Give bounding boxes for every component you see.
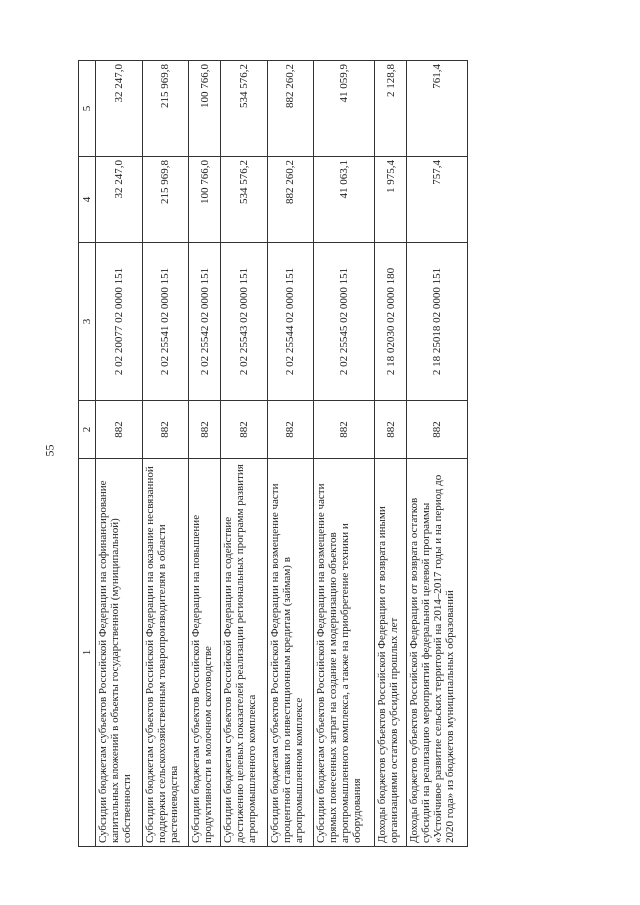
row-code-cell: 2 18 02030 02 0000 180 xyxy=(374,243,406,401)
row-code-cell: 2 02 25543 02 0000 151 xyxy=(221,243,268,401)
row-name-cell: Доходы бюджетов субъектов Российской Федерации от возврата остатков субсидий на реализацию мероприятий федеральной целевой программы «Устойчивое развитие сельских территорий на 2014–2017 годы и на период до 2020 года» из бюджетов муниципальных образований xyxy=(407,459,468,847)
row-admin-cell: 882 xyxy=(96,401,143,459)
row-code-cell: 2 02 25545 02 0000 151 xyxy=(314,243,375,401)
row-code-cell: 2 18 25018 02 0000 151 xyxy=(407,243,468,401)
row-code-cell: 2 02 25541 02 0000 151 xyxy=(142,243,189,401)
table-row xyxy=(407,61,468,847)
header-cell-5: 5 xyxy=(79,61,96,157)
row-name-cell: Субсидии бюджетам субъектов Российской Федерации на оказание несвязанной поддержки сельскохозяйственным товаропроизводителям в области растениеводства xyxy=(142,459,189,847)
row-value-5-cell: 534 576,2 xyxy=(221,61,268,157)
row-value-5-cell: 2 128,8 xyxy=(374,61,406,157)
row-name-cell: Субсидии бюджетам субъектов Российской Федерации на содействие достижению целевых показателей реализации региональных программ развития агропромышленного комплекса xyxy=(221,459,268,847)
table-row xyxy=(142,61,189,847)
row-value-4-cell: 32 247,0 xyxy=(96,157,143,243)
row-name-cell: Субсидии бюджетам субъектов Российской Федерации на софинансирование капитальных вложений в объекты государственной (муниципальной) собственности xyxy=(96,459,143,847)
header-cell-4: 4 xyxy=(79,157,96,243)
table-row xyxy=(221,61,268,847)
row-value-4-cell: 1 975,4 xyxy=(374,157,406,243)
table-row xyxy=(189,61,221,847)
table-row xyxy=(96,61,143,847)
row-admin-cell: 882 xyxy=(142,401,189,459)
row-value-5-cell: 100 766,0 xyxy=(189,61,221,157)
row-value-4-cell: 757,4 xyxy=(407,157,468,243)
row-name-cell: Субсидии бюджетам субъектов Российской Федерации на возмещение части процентной ставки по инвестиционным кредитам (займам) в агропромышленном комплексе xyxy=(267,459,314,847)
row-admin-cell: 882 xyxy=(189,401,221,459)
header-row xyxy=(79,61,96,847)
page-number: 55 xyxy=(42,444,57,457)
row-value-4-cell: 41 063,1 xyxy=(314,157,375,243)
table-row xyxy=(314,61,375,847)
row-admin-cell: 882 xyxy=(267,401,314,459)
rotated-table-container xyxy=(78,61,468,847)
row-admin-cell: 882 xyxy=(221,401,268,459)
row-code-cell: 2 02 25542 02 0000 151 xyxy=(189,243,221,401)
row-admin-cell: 882 xyxy=(407,401,468,459)
row-value-5-cell: 882 260,2 xyxy=(267,61,314,157)
row-name-cell: Доходы бюджетов субъектов Российской Федерации от возврата иными организациями остатков субсидий прошлых лет xyxy=(374,459,406,847)
row-value-5-cell: 761,4 xyxy=(407,61,468,157)
header-cell-1: 1 xyxy=(79,459,96,847)
row-value-4-cell: 882 260,2 xyxy=(267,157,314,243)
row-value-4-cell: 215 969,8 xyxy=(142,157,189,243)
row-code-cell: 2 02 20077 02 0000 151 xyxy=(96,243,143,401)
row-value-5-cell: 32 247,0 xyxy=(96,61,143,157)
revenue-table xyxy=(78,60,468,847)
row-value-4-cell: 100 766,0 xyxy=(189,157,221,243)
table-row xyxy=(267,61,314,847)
row-value-4-cell: 534 576,2 xyxy=(221,157,268,243)
row-admin-cell: 882 xyxy=(374,401,406,459)
table-row xyxy=(374,61,406,847)
header-cell-3: 3 xyxy=(79,243,96,401)
row-name-cell: Субсидии бюджетам субъектов Российской Федерации на повышение продуктивности в молочном скотоводстве xyxy=(189,459,221,847)
row-name-cell: Субсидии бюджетам субъектов Российской Федерации на возмещение части прямых понесенных затрат на создание и модернизацию объектов агропромышленного комплекса, а также на приобретение техники и оборудования xyxy=(314,459,375,847)
header-cell-2: 2 xyxy=(79,401,96,459)
row-code-cell: 2 02 25544 02 0000 151 xyxy=(267,243,314,401)
row-value-5-cell: 41 059,9 xyxy=(314,61,375,157)
row-admin-cell: 882 xyxy=(314,401,375,459)
row-value-5-cell: 215 969,8 xyxy=(142,61,189,157)
